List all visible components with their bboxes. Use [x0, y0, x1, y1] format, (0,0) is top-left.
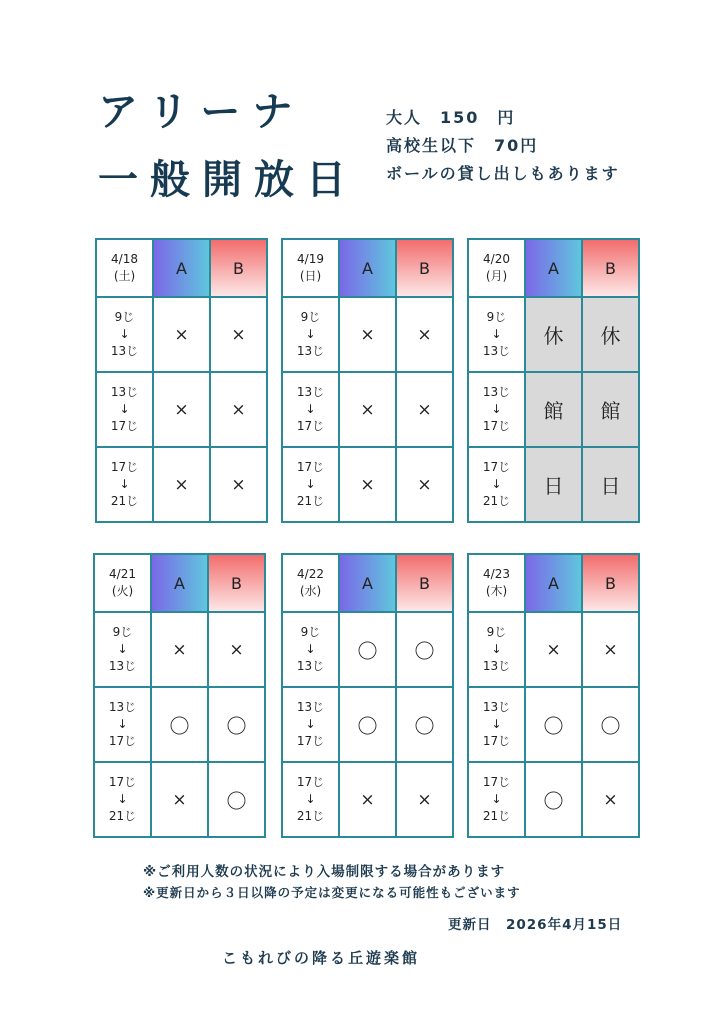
slot-end: 21じ: [482, 494, 511, 508]
court-b-header: B: [208, 554, 265, 612]
date-cell: [94, 554, 151, 612]
header-row: [94, 554, 265, 612]
title-line-2: 一般開放日: [98, 157, 358, 203]
court-b-availability: ×: [208, 612, 265, 687]
slot-start: 9じ: [486, 625, 507, 639]
down-arrow-icon: ↓: [119, 327, 130, 341]
price-info: [386, 104, 620, 188]
slot-end: 17じ: [296, 419, 325, 433]
court-b-availability: 日: [582, 447, 639, 522]
date-cell: [468, 554, 525, 612]
slot-start: 13じ: [482, 700, 511, 714]
court-b-availability: ×: [396, 372, 453, 447]
slot-end: 17じ: [110, 419, 139, 433]
time-slot-row: [94, 762, 265, 837]
slot-end: 13じ: [110, 344, 139, 358]
down-arrow-icon: ↓: [119, 477, 130, 491]
time-slot-cell: [282, 297, 339, 372]
court-a-availability: ×: [339, 762, 396, 837]
time-slot-cell: [468, 762, 525, 837]
court-b-availability: ×: [396, 762, 453, 837]
ball-rental-note: ボールの貸し出しもあります: [386, 164, 620, 183]
court-a-header: A: [525, 239, 582, 297]
time-slot-row: [282, 297, 453, 372]
time-slot-cell: [94, 762, 151, 837]
court-a-availability: ×: [151, 762, 208, 837]
slot-start: 17じ: [482, 460, 511, 474]
court-a-availability: 休: [525, 297, 582, 372]
down-arrow-icon: ↓: [491, 327, 502, 341]
court-b-header: B: [582, 554, 639, 612]
date-label: 4/19: [297, 252, 324, 266]
slot-start: 9じ: [112, 625, 133, 639]
weekday-label: (日): [299, 269, 322, 283]
slot-end: 17じ: [482, 734, 511, 748]
court-b-availability: ×: [396, 447, 453, 522]
court-b-availability: 〇: [396, 612, 453, 687]
time-slot-cell: [94, 687, 151, 762]
time-slot-cell: [96, 447, 153, 522]
slot-start: 13じ: [296, 700, 325, 714]
time-slot-row: [96, 297, 267, 372]
court-a-availability: ×: [153, 447, 210, 522]
slot-start: 9じ: [300, 310, 321, 324]
court-b-availability: 館: [582, 372, 639, 447]
court-a-availability: 〇: [339, 687, 396, 762]
down-arrow-icon: ↓: [305, 402, 316, 416]
date-cell: [468, 239, 525, 297]
court-a-availability: ×: [339, 297, 396, 372]
schedule-table: [95, 238, 268, 523]
time-slot-row: [94, 687, 265, 762]
down-arrow-icon: ↓: [117, 792, 128, 806]
time-slot-row: [468, 447, 639, 522]
down-arrow-icon: ↓: [305, 642, 316, 656]
court-b-availability: 休: [582, 297, 639, 372]
slot-start: 9じ: [114, 310, 135, 324]
header-row: [468, 239, 639, 297]
down-arrow-icon: ↓: [119, 402, 130, 416]
down-arrow-icon: ↓: [305, 717, 316, 731]
title-line-1: アリーナ: [98, 89, 305, 135]
down-arrow-icon: ↓: [491, 477, 502, 491]
court-a-header: A: [339, 554, 396, 612]
slot-start: 9じ: [486, 310, 507, 324]
court-a-availability: 館: [525, 372, 582, 447]
court-b-availability: 〇: [208, 687, 265, 762]
court-b-availability: ×: [210, 447, 267, 522]
time-slot-cell: [282, 612, 339, 687]
court-a-availability: ×: [153, 297, 210, 372]
time-slot-cell: [96, 372, 153, 447]
court-b-header: B: [582, 239, 639, 297]
time-slot-row: [468, 762, 639, 837]
time-slot-row: [282, 372, 453, 447]
updated-date: 更新日 2026年4月15日: [448, 917, 623, 933]
slot-start: 13じ: [110, 385, 139, 399]
time-slot-cell: [468, 447, 525, 522]
date-label: 4/23: [483, 567, 510, 581]
schedule-table: [281, 553, 454, 838]
court-b-availability: 〇: [396, 687, 453, 762]
slot-start: 13じ: [296, 385, 325, 399]
court-b-availability: ×: [210, 297, 267, 372]
schedule-table: [281, 238, 454, 523]
time-slot-row: [468, 687, 639, 762]
date-label: 4/18: [111, 252, 138, 266]
time-slot-row: [282, 762, 453, 837]
time-slot-row: [282, 447, 453, 522]
schedule-table: [467, 553, 640, 838]
down-arrow-icon: ↓: [491, 642, 502, 656]
down-arrow-icon: ↓: [117, 642, 128, 656]
note-schedule-change: ※更新日から３日以降の予定は変更になる可能性もございます: [143, 885, 521, 900]
court-b-availability: ×: [396, 297, 453, 372]
time-slot-row: [282, 687, 453, 762]
court-a-header: A: [151, 554, 208, 612]
date-label: 4/22: [297, 567, 324, 581]
note-entry-limit: ※ご利用人数の状況により入場制限する場合があります: [143, 864, 506, 880]
slot-start: 17じ: [296, 775, 325, 789]
slot-end: 21じ: [108, 809, 137, 823]
weekday-label: (水): [299, 584, 322, 598]
slot-end: 13じ: [296, 344, 325, 358]
time-slot-cell: [282, 687, 339, 762]
weekday-label: (火): [111, 584, 134, 598]
slot-end: 13じ: [482, 344, 511, 358]
court-a-availability: 〇: [525, 687, 582, 762]
court-b-availability: ×: [582, 612, 639, 687]
slot-end: 21じ: [482, 809, 511, 823]
weekday-label: (木): [485, 584, 508, 598]
header-row: [96, 239, 267, 297]
slot-end: 17じ: [482, 419, 511, 433]
down-arrow-icon: ↓: [305, 477, 316, 491]
date-cell: [282, 554, 339, 612]
time-slot-cell: [468, 297, 525, 372]
price-adult: 大人 150 円: [386, 108, 516, 127]
weekday-label: (土): [113, 269, 136, 283]
date-cell: [96, 239, 153, 297]
price-student: 高校生以下 70円: [386, 136, 539, 155]
slot-start: 17じ: [482, 775, 511, 789]
time-slot-cell: [468, 372, 525, 447]
court-b-availability: ×: [210, 372, 267, 447]
time-slot-row: [468, 297, 639, 372]
court-a-header: A: [339, 239, 396, 297]
court-b-header: B: [210, 239, 267, 297]
slot-end: 17じ: [108, 734, 137, 748]
court-a-availability: 〇: [151, 687, 208, 762]
court-a-availability: ×: [151, 612, 208, 687]
slot-end: 13じ: [296, 659, 325, 673]
down-arrow-icon: ↓: [305, 327, 316, 341]
slot-end: 21じ: [296, 494, 325, 508]
down-arrow-icon: ↓: [305, 792, 316, 806]
court-a-availability: ×: [339, 372, 396, 447]
down-arrow-icon: ↓: [491, 792, 502, 806]
time-slot-cell: [94, 612, 151, 687]
court-a-header: A: [153, 239, 210, 297]
venue-name: こもれびの降る丘遊楽館: [222, 949, 421, 967]
date-label: 4/20: [483, 252, 510, 266]
court-a-availability: ×: [153, 372, 210, 447]
slot-start: 17じ: [110, 460, 139, 474]
court-a-availability: ×: [339, 447, 396, 522]
court-b-availability: 〇: [582, 687, 639, 762]
court-a-header: A: [525, 554, 582, 612]
down-arrow-icon: ↓: [117, 717, 128, 731]
slot-end: 17じ: [296, 734, 325, 748]
down-arrow-icon: ↓: [491, 402, 502, 416]
header-row: [468, 554, 639, 612]
slot-end: 13じ: [482, 659, 511, 673]
slot-end: 21じ: [296, 809, 325, 823]
court-b-availability: 〇: [208, 762, 265, 837]
schedule-table: [467, 238, 640, 523]
slot-end: 13じ: [108, 659, 137, 673]
court-a-availability: 日: [525, 447, 582, 522]
time-slot-row: [468, 612, 639, 687]
court-a-availability: 〇: [339, 612, 396, 687]
time-slot-cell: [282, 447, 339, 522]
date-cell: [282, 239, 339, 297]
time-slot-row: [282, 612, 453, 687]
date-label: 4/21: [109, 567, 136, 581]
court-b-header: B: [396, 239, 453, 297]
time-slot-cell: [282, 762, 339, 837]
slot-start: 13じ: [482, 385, 511, 399]
time-slot-cell: [468, 687, 525, 762]
time-slot-cell: [282, 372, 339, 447]
down-arrow-icon: ↓: [491, 717, 502, 731]
court-a-availability: 〇: [525, 762, 582, 837]
slot-start: 17じ: [296, 460, 325, 474]
time-slot-row: [96, 372, 267, 447]
slot-start: 9じ: [300, 625, 321, 639]
time-slot-cell: [96, 297, 153, 372]
weekday-label: (月): [485, 269, 508, 283]
court-b-availability: ×: [582, 762, 639, 837]
slot-end: 21じ: [110, 494, 139, 508]
time-slot-row: [468, 372, 639, 447]
header-row: [282, 239, 453, 297]
time-slot-row: [96, 447, 267, 522]
court-b-header: B: [396, 554, 453, 612]
schedule-table: [93, 553, 266, 838]
time-slot-cell: [468, 612, 525, 687]
slot-start: 17じ: [108, 775, 137, 789]
time-slot-row: [94, 612, 265, 687]
slot-start: 13じ: [108, 700, 137, 714]
header-row: [282, 554, 453, 612]
court-a-availability: ×: [525, 612, 582, 687]
